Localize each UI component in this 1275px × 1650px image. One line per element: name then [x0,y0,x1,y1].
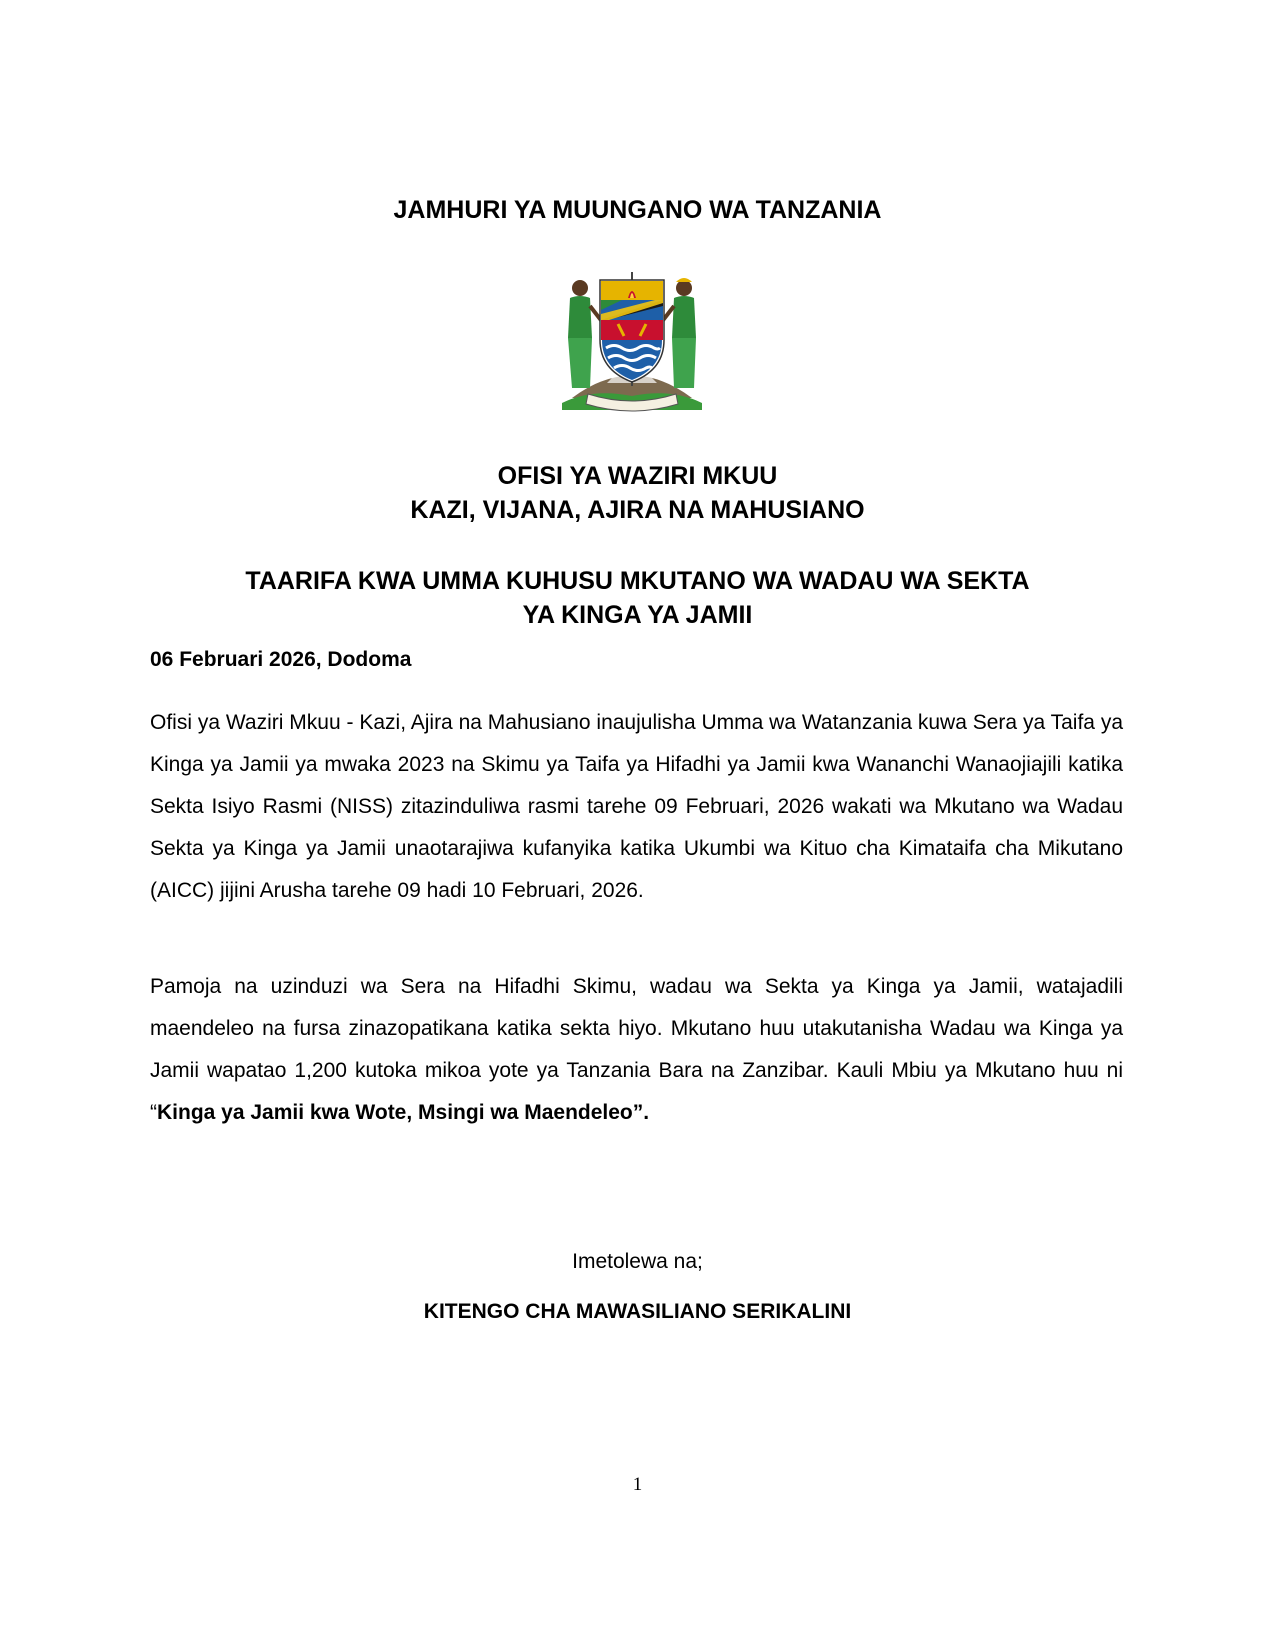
dateline: 06 Februari 2026, Dodoma [150,648,412,671]
notice-title-line-2: YA KINGA YA JAMII [522,601,753,629]
paragraph-2-text: Pamoja na uzinduzi wa Sera na Hifadhi Skimu, wadau wa Sekta ya Kinga ya Jamii, watajadili maendeleo na fursa zinazopatikana katika sekta hiyo. Mkutano huu utakutanisha Wadau wa Kinga ya Jamii wapatao 1,200 kutoka mikoa yote ya Tanzania Bara na Zanzibar. Kauli Mbiu ya Mkutano huu ni “ [150,975,1123,1124]
slogan: Kinga ya Jamii kwa Wote, Msingi wa Maendeleo”. [157,1101,650,1124]
office-line-2: KAZI, VIJANA, AJIRA NA MAHUSIANO [410,496,865,524]
paragraph-1: Ofisi ya Waziri Mkuu - Kazi, Ajira na Mahusiano inaujulisha Umma wa Watanzania kuwa Sera ya Taifa ya Kinga ya Jamii ya mwaka 2023 na Skimu ya Taifa ya Hifadhi ya Jamii kwa Wananchi Wanaojiajili katika Sekta Isiyo Rasmi (NISS) zitazinduliwa rasmi tarehe 09 Februari, 2026 wakati wa Mkutano wa Wadau Sekta ya Kinga ya Jamii unaotarajiwa kufanyika katika Ukumbi wa Kituo cha Kimataifa cha Mikutano (AICC) jijini Arusha tarehe 09 hadi 10 Februari, 2026. [150,711,1123,902]
country-heading: JAMHURI YA MUUNGANO WA TANZANIA [393,196,882,224]
page-number: 1 [632,1474,643,1495]
notice-title [0,564,1275,632]
issuing-unit: KITENGO CHA MAWASILIANO SERIKALINI [423,1300,852,1323]
coat-of-arms-icon [552,258,712,418]
paragraph-2 [150,966,1123,1134]
office-heading [0,459,1275,527]
office-line-1: OFISI YA WAZIRI MKUU [497,462,778,490]
issued-by-label: Imetolewa na; [572,1250,703,1273]
notice-title-line-1: TAARIFA KWA UMMA KUHUSU MKUTANO WA WADAU WA SEKTA [245,567,1030,595]
